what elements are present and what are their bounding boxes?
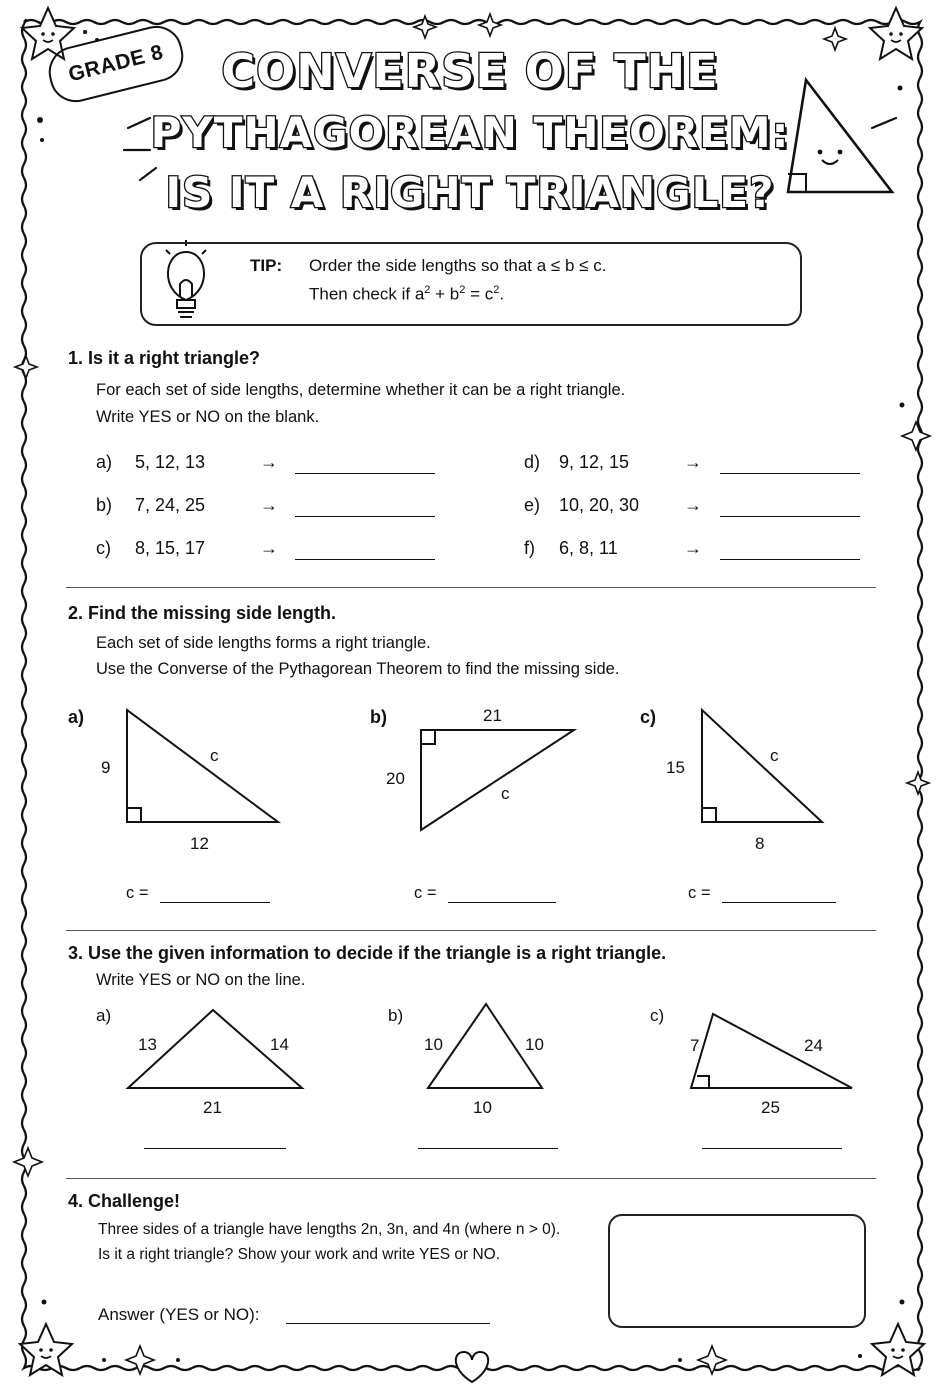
work-box[interactable]	[608, 1214, 866, 1328]
item-label: b)	[96, 495, 113, 515]
side-label: c	[770, 746, 779, 765]
side-label: 10	[525, 1035, 544, 1054]
side-label: 20	[386, 769, 405, 788]
side-label: 8	[755, 834, 765, 853]
title-line-2: PYTHAGOREAN THEOREM:	[150, 108, 790, 157]
side-label: 10	[473, 1098, 492, 1117]
section-1-instruction: Write YES or NO on the blank.	[96, 408, 320, 426]
arrow-icon: →	[684, 495, 702, 515]
side-label: 12	[190, 834, 209, 853]
arrow-icon: →	[260, 495, 278, 515]
section-2-heading: 2. Find the missing side length.	[68, 603, 337, 623]
title-line-3: IS IT A RIGHT TRIANGLE?	[165, 168, 775, 217]
arrow-icon: →	[684, 538, 702, 558]
triangle-label: b)	[370, 707, 387, 727]
section-3-heading: 3. Use the given information to decide if the triangle is a right triangle.	[68, 943, 667, 963]
tip-label: TIP:	[250, 256, 283, 275]
answer-label: c =	[688, 884, 711, 902]
grade-badge: GRADE 8	[43, 20, 189, 107]
side-label: 10	[424, 1035, 443, 1054]
tip-line-2: Then check if $a^2 + b^2 = c^2$.	[309, 284, 505, 304]
arrow-icon: →	[684, 452, 702, 472]
side-label: 13	[138, 1035, 157, 1054]
divider	[66, 1178, 876, 1179]
answer-blank[interactable]	[144, 1148, 286, 1149]
title-line-1: CONVERSE OF THE	[221, 44, 719, 98]
section-2-instruction: Each set of side lengths forms a right triangle.	[96, 634, 431, 652]
section-3-instruction: Write YES or NO on the line.	[96, 971, 306, 989]
side-label: 7	[690, 1036, 700, 1055]
section-4-text: Three sides of a triangle have lengths 2n, 3n, and 4n (where n > 0).	[98, 1221, 561, 1238]
item-label: c)	[96, 538, 111, 558]
side-label: 24	[804, 1036, 823, 1055]
answer-blank[interactable]	[286, 1323, 490, 1324]
answer-label: c =	[126, 884, 149, 902]
arrow-icon: →	[260, 538, 278, 558]
section-1-instruction: For each set of side lengths, determine whether it can be a right triangle.	[96, 381, 626, 399]
side-label: c	[210, 746, 219, 765]
arrow-icon: →	[260, 452, 278, 472]
side-label: 14	[270, 1035, 289, 1054]
section-4-text: Is it a right triangle? Show your work and write YES or NO.	[98, 1246, 501, 1263]
item-sides: 10, 20, 30	[559, 495, 640, 515]
side-label: 9	[101, 758, 111, 777]
triangle-label: c)	[640, 707, 657, 727]
side-label: c	[501, 784, 510, 803]
triangle-label: a)	[96, 1006, 112, 1025]
triangle-label: b)	[388, 1006, 404, 1025]
item-sides: 6, 8, 11	[559, 538, 618, 558]
item-sides: 8, 15, 17	[135, 538, 206, 558]
answer-blank[interactable]	[702, 1148, 842, 1149]
item-label: a)	[96, 452, 113, 472]
answer-label: c =	[414, 884, 437, 902]
item-label: e)	[524, 495, 541, 515]
side-label: 15	[666, 758, 685, 777]
section-4-heading: 4. Challenge!	[68, 1191, 181, 1211]
item-sides: 9, 12, 15	[559, 452, 630, 472]
triangle-label: a)	[68, 707, 85, 727]
item-sides: 7, 24, 25	[135, 495, 206, 515]
triangle-3c	[691, 1014, 852, 1088]
item-label: d)	[524, 452, 541, 472]
section-1-heading: 1. Is it a right triangle?	[68, 348, 261, 368]
triangle-label: c)	[650, 1006, 665, 1025]
side-label: 25	[761, 1098, 780, 1117]
tip-line-1: Order the side lengths so that a ≤ b ≤ c.	[309, 256, 607, 275]
answer-blank[interactable]	[418, 1148, 558, 1149]
section-2-instruction: Use the Converse of the Pythagorean Theorem to find the missing side.	[96, 660, 620, 678]
item-label: f)	[524, 538, 535, 558]
side-label: 21	[203, 1098, 222, 1117]
item-sides: 5, 12, 13	[135, 452, 206, 472]
side-label: 21	[483, 706, 502, 725]
answer-label: Answer (YES or NO):	[98, 1305, 260, 1324]
